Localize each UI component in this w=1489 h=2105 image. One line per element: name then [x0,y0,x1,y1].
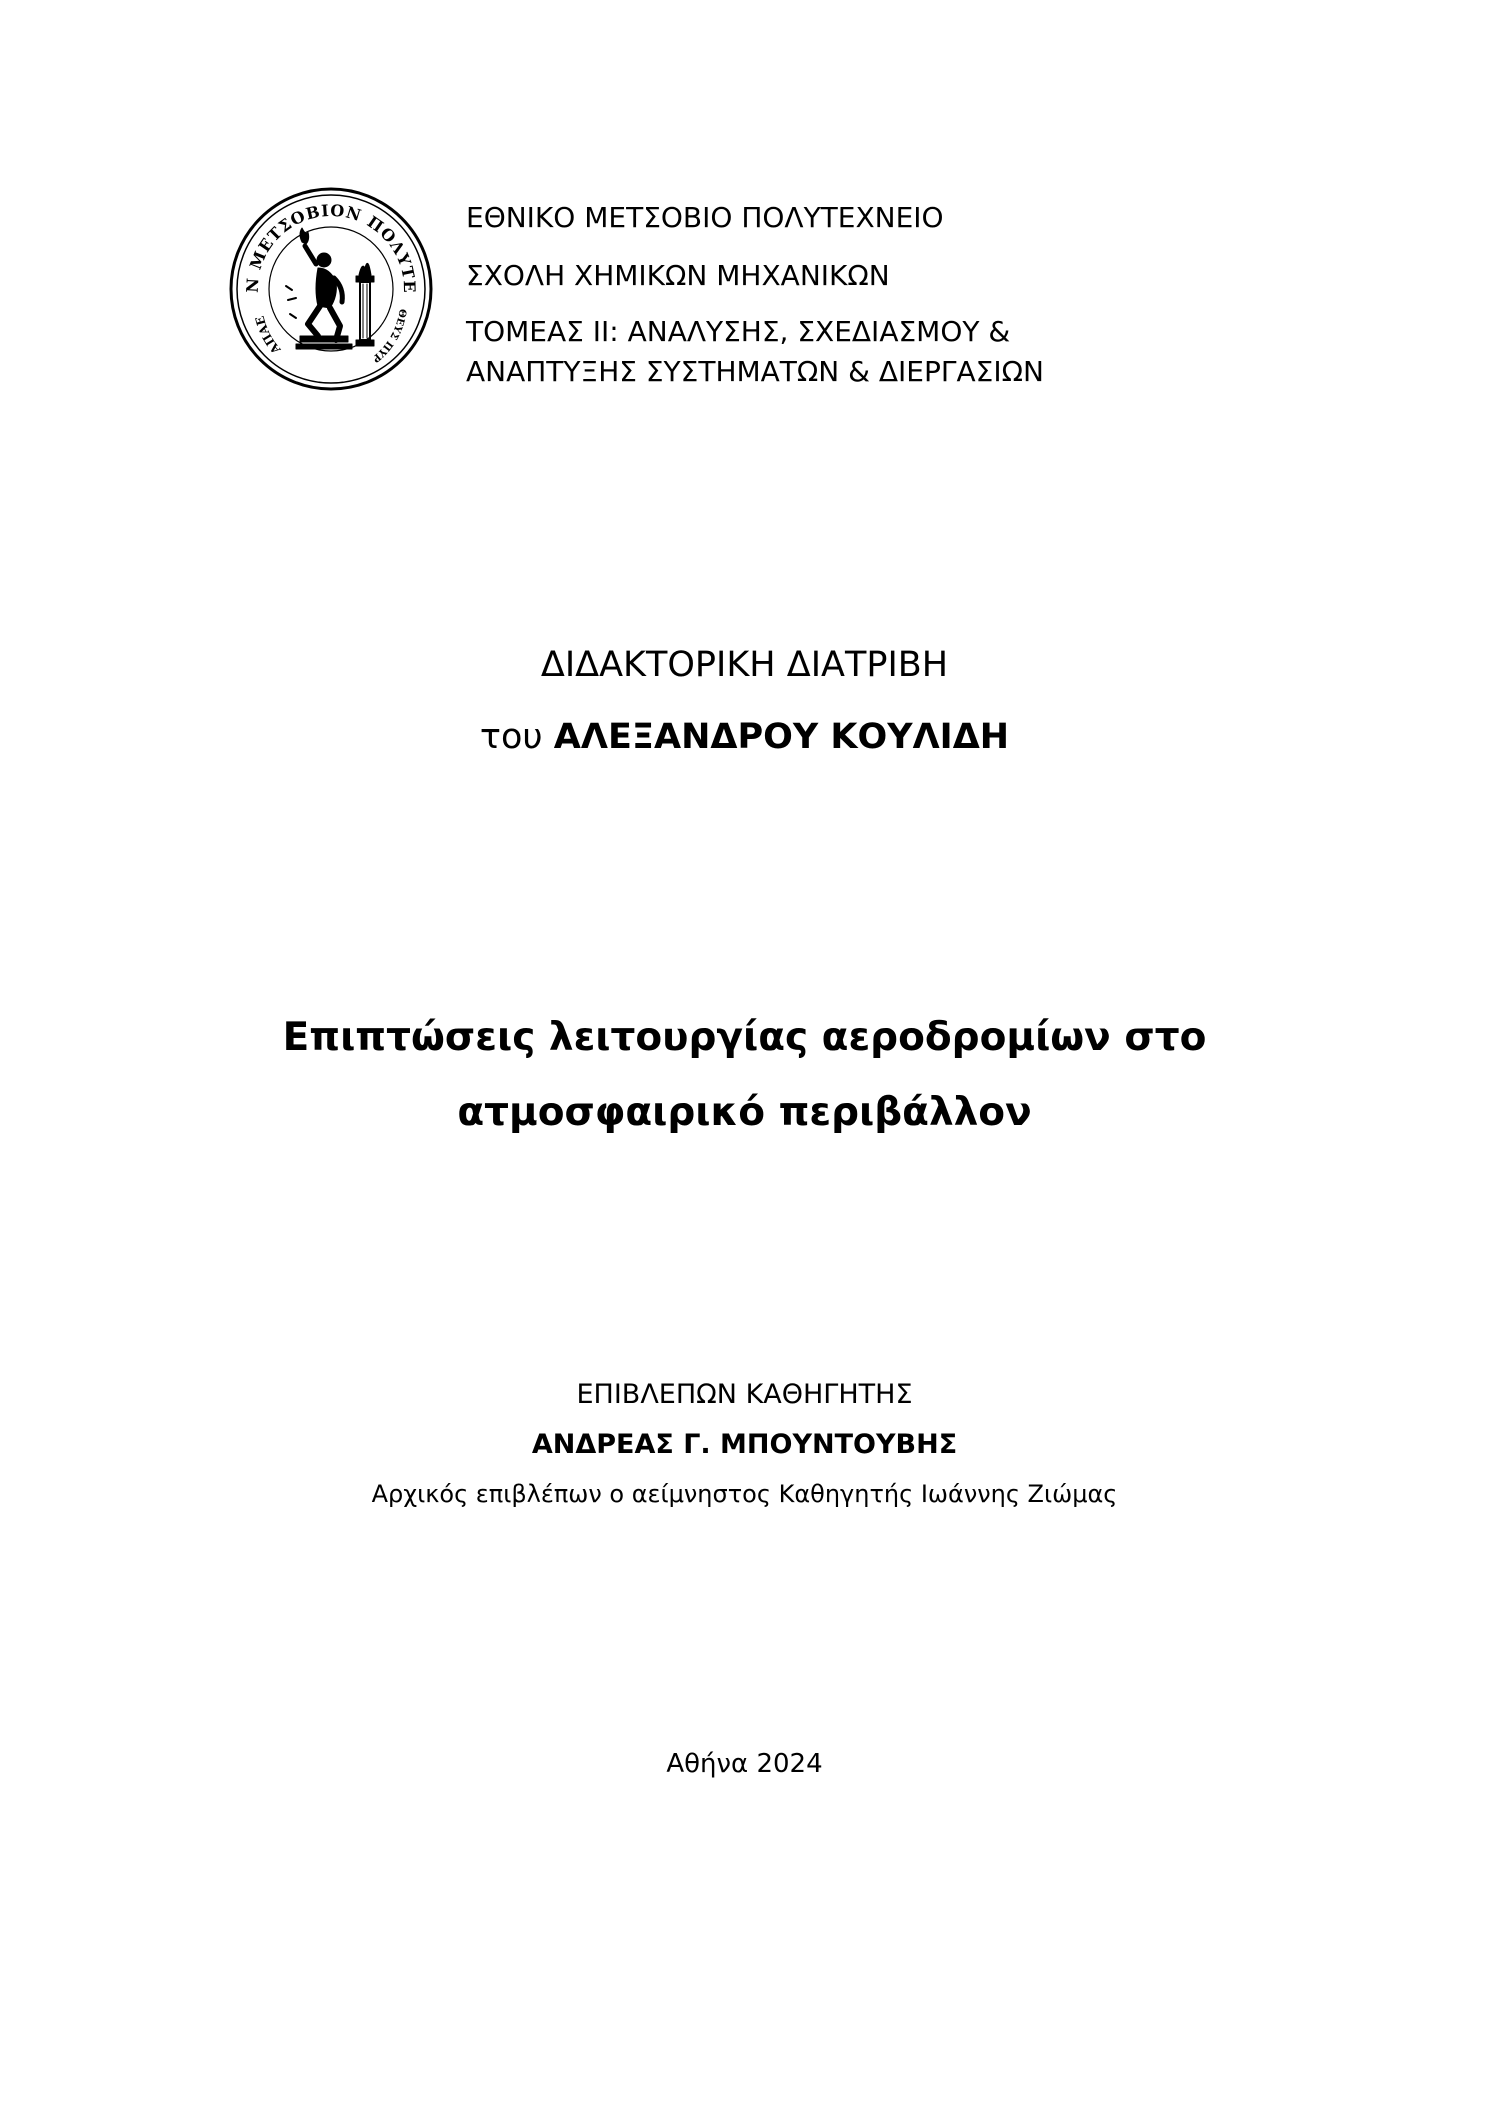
thesis-author [0,712,1489,762]
place-date: Αθήνα 2024 [666,1749,823,1779]
university-seal-logo [228,186,434,392]
thesis-title-line-1: Επιπτώσεις λειτουργίας αεροδρομίων στο [282,1015,1207,1060]
seal-top-text: Ν ΜΕΤΣΟΒΙΟΝ ΠΟΛΥΤΕ [242,200,420,294]
supervisor-label: ΕΠΙΒΛΕΠΩΝ ΚΑΘΗΓΗΤΗΣ [576,1379,913,1410]
thesis-title-line-2: ατμοσφαιρικό περιβάλλον [457,1090,1032,1135]
seal-right-text: ΘΕΥΣ ΠΥΡ [369,307,408,365]
division-line-1: ΤΟΜΕΑΣ ΙΙ: ΑΝΑΛΥΣΗΣ, ΣΧΕΔΙΑΣΜΟΥ & [466,315,1011,348]
svg-text:ΑΠΑΕ [253,314,284,357]
division-line-2: ΑΝΑΠΤΥΞΗΣ ΣΥΣΤΗΜΑΤΩΝ & ΔΙΕΡΓΑΣΙΩΝ [466,355,1044,388]
seal-left-text: ΑΠΑΕ [252,314,284,357]
supervisor-note: Αρχικός επιβλέπων ο αείμνηστος Καθηγητής Ιωάννης Ζιώμας [371,1480,1118,1508]
institution-header [466,198,1366,392]
supervisor-name: ΑΝΔΡΕΑΣ Γ. ΜΠΟΥΝΤΟΥΒΗΣ [531,1429,958,1460]
school-name: ΣΧΟΛΗ ΧΗΜΙΚΩΝ ΜΗΧΑΝΙΚΩΝ [466,259,890,292]
author-name: ΑΛΕΞΑΝΔΡΟΥ ΚΟΥΛΙΔΗ [553,717,1010,757]
thesis-type: ΔΙΔΑΚΤΟΡΙΚΗ ΔΙΑΤΡΙΒΗ [540,645,949,685]
university-name: ΕΘΝΙΚΟ ΜΕΤΣΟΒΙΟ ΠΟΛΥΤΕΧΝΕΙΟ [466,201,944,234]
author-prefix: του [479,717,543,757]
